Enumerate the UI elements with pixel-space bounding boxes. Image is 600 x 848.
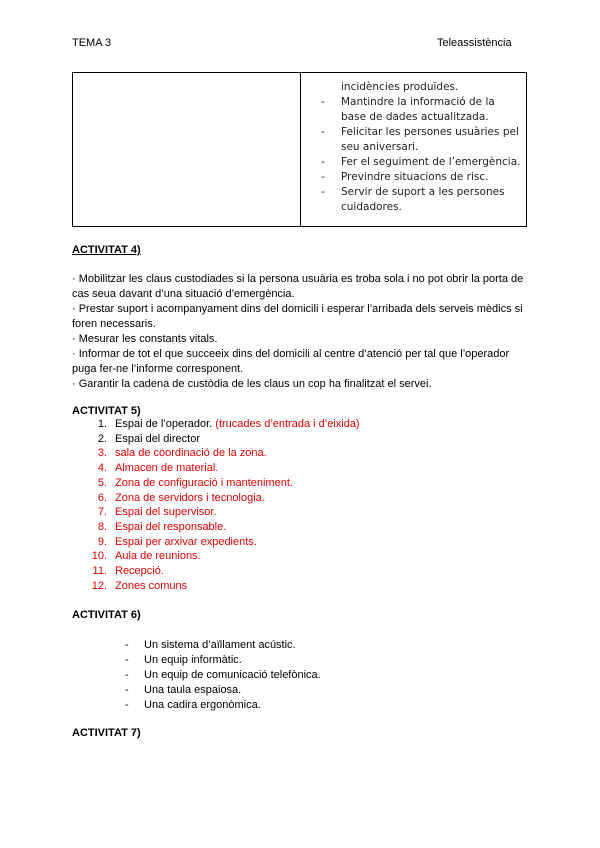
- table-task-list: [313, 80, 523, 215]
- paragraph: · Prestar suport i acompanyament dins del domicili i esperar l’arribada dels serveis mèdics si foren necessaris.: [72, 303, 523, 330]
- bullet: -: [125, 639, 129, 651]
- list-item: incidències produïdes.: [341, 81, 459, 93]
- activitat-5-list: [90, 417, 360, 593]
- list-item: 7. Espai del supervisor.: [97, 506, 217, 519]
- activitat-6-list: [125, 638, 321, 713]
- list-item: - Una taula espaiosa.: [125, 684, 242, 696]
- list-item: 5. Zona de configuració i manteniment.: [97, 476, 293, 489]
- list-item: - Previndre situacions de risc.: [321, 171, 489, 183]
- list-item: 11. Recepció.: [92, 565, 164, 578]
- bullet: -: [125, 669, 129, 681]
- list-item: 8. Espai del responsable.: [97, 520, 227, 533]
- list-item: 12. Zones comuns: [91, 579, 188, 592]
- activitat-6-title: ACTIVITAT 6): [72, 609, 141, 621]
- list-item: 2. Espai del director: [97, 432, 200, 445]
- list-item: 3. sala de coordinació de la zona.: [97, 447, 267, 460]
- paragraph: · Garantir la cadena de custòdia de les claus un cop ha finalitzat el servei.: [72, 378, 432, 390]
- table-column-divider: [300, 73, 301, 226]
- list-item: - Un equip informàtic.: [125, 654, 242, 666]
- bullet: -: [125, 699, 129, 711]
- paragraph: · Mesurar les constants vitals.: [72, 333, 218, 345]
- list-item: 4. Almacen de material.: [97, 462, 219, 475]
- list-item: - Una cadira ergonòmica.: [125, 699, 261, 711]
- list-item: 1. Espai de l’operador. (trucades d’entrada i d’eixida): [97, 418, 360, 430]
- list-item: - Un equip de comunicació telefònica.: [125, 669, 321, 681]
- list-item: - Servir de suport a les persones cuidadores.: [321, 186, 505, 213]
- paragraph: · Mobilitzar les claus custodiades si la persona usuària es troba sola i no pot obrir la porta de cas seua davant d’una situació d’emergència.: [72, 273, 524, 300]
- bullet: -: [125, 654, 129, 666]
- list-item: 6. Zona de servidors i tecnologia.: [97, 491, 265, 504]
- bullet: -: [321, 126, 325, 138]
- table-fragment: [72, 72, 527, 227]
- list-item: 10. Aula de reunions.: [91, 550, 201, 563]
- header-chapter: TEMA 3: [72, 37, 112, 49]
- list-item: - Mantindre la informació de la base de dades actualitzada.: [321, 96, 495, 123]
- bullet: -: [321, 156, 325, 168]
- list-item: - Fer el seguiment de l’emergència.: [321, 156, 521, 168]
- bullet: -: [321, 171, 325, 183]
- activitat-4-title: ACTIVITAT 4): [72, 244, 141, 256]
- bullet: -: [125, 684, 129, 696]
- header-subject: Teleassistència: [437, 37, 512, 49]
- list-item: - Felicitar les persones usuàries pel seu aniversari.: [321, 126, 519, 153]
- bullet: -: [321, 186, 325, 198]
- list-item: - Un sistema d’aïllament acústic.: [125, 639, 296, 651]
- paragraph: · Informar de tot el que succeeix dins del domicili al centre d’atenció per tal que l’operador puga fer-ne l’informe corresponent.: [72, 348, 510, 375]
- activitat-4-body: [72, 272, 532, 392]
- activitat-7-title: ACTIVITAT 7): [72, 727, 141, 739]
- list-item: 9. Espai per arxivar expedients.: [97, 535, 257, 548]
- bullet: -: [321, 96, 325, 108]
- activitat-5-title: ACTIVITAT 5): [72, 405, 141, 417]
